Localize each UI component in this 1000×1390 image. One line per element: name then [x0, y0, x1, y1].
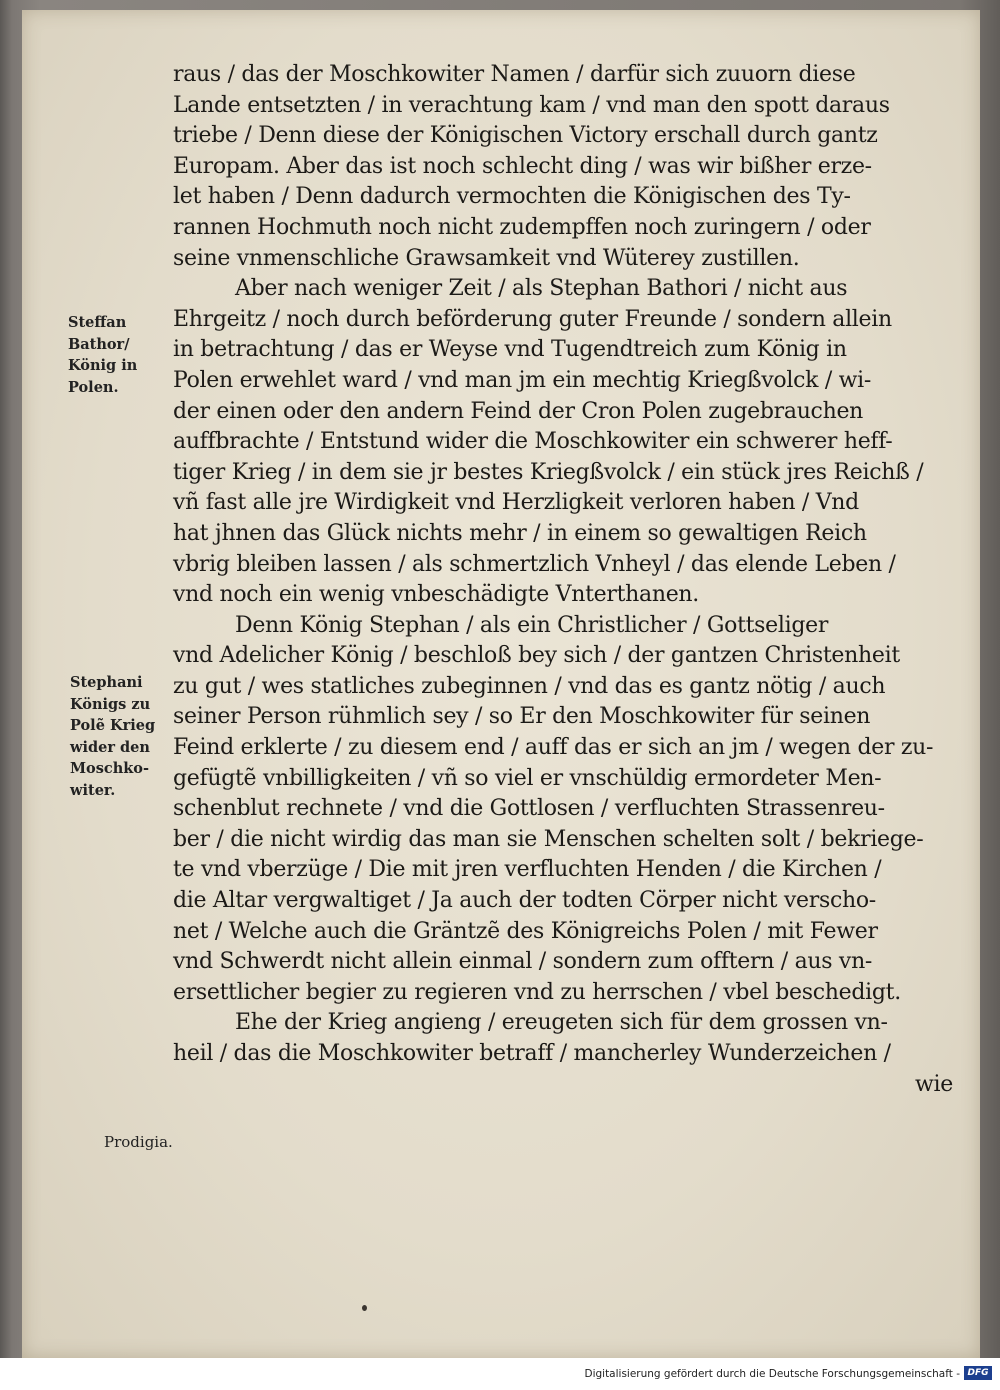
text-line: triebe / Denn diese der Königischen Victory erschall durch gantz — [173, 123, 878, 149]
text-line: heil / das die Moschkowiter betraff / mancherley Wunderzeichen / — [173, 1041, 891, 1066]
text-line: vnd Schwerdt nicht allein einmal / sondern zum offtern / aus vn- — [173, 949, 873, 975]
catchword: wie — [915, 1071, 953, 1097]
text-line: Ehe der Krieg angieng / ereugeten sich für dem grossen vn- — [235, 1010, 888, 1036]
margin-note-line: Königs zu — [70, 695, 151, 713]
margin-note-stephani-krieg — [70, 672, 155, 801]
text-line: te vnd vberzüge / Die mit jren verfluchten Henden / die Kirchen / — [173, 857, 882, 883]
text-line: vnd Adelicher König / beschloß bey sich / der gantzen Christenheit — [173, 643, 900, 669]
text-line: gefügtẽ vnbilligkeiten / vñ so viel er vnschüldig ermordeter Men- — [173, 765, 882, 791]
text-line: vbrig bleiben lassen / als schmertzlich Vnheyl / das elende Leben / — [173, 551, 896, 577]
ink-dot — [362, 1305, 367, 1311]
text-line: raus / das der Moschkowiter Namen / darfür sich zuuorn diese — [173, 62, 856, 87]
text-line: hat jhnen das Glück nichts mehr / in einem so gewaltigen Reich — [173, 520, 867, 546]
margin-note-line: Moschko- — [70, 760, 149, 777]
text-line: zu gut / wes statliches zubeginnen / vnd das es gantz nötig / auch — [173, 673, 886, 699]
text-line: tiger Krieg / in dem sie jr bestes Kriegßvolck / ein stück jres Reichß / — [173, 459, 924, 485]
footer-credit: Digitalisierung gefördert durch die Deutsche Forschungsgemeinschaft - — [584, 1368, 960, 1380]
text-line: Feind erklerte / zu diesem end / auff das er sich an jm / wegen der zu- — [173, 735, 934, 761]
text-line: die Altar vergwaltiget / Ja auch der todten Cörper nicht verscho- — [173, 888, 876, 914]
text-line: seine vnmenschliche Grawsamkeit vnd Wüterey zustillen. — [173, 245, 800, 271]
margin-note-line: Stephani — [70, 674, 143, 691]
text-line: ber / die nicht wirdig das man sie Menschen schelten solt / bekriege- — [173, 826, 924, 852]
text-line: auffbrachte / Entstund wider die Moschkowiter ein schwerer heff- — [173, 429, 893, 455]
margin-note-line: Polẽ Krieg — [70, 717, 156, 734]
text-line: seiner Person rühmlich sey / so Er den Moschkowiter für seinen — [173, 704, 871, 730]
margin-note-steffan-bathor — [68, 312, 137, 398]
text-line: let haben / Denn dadurch vermochten die Königischen des Ty- — [173, 184, 851, 210]
text-line: Aber nach weniger Zeit / als Stephan Bathori / nicht aus — [235, 276, 848, 302]
text-line: ersettlicher begier zu regieren vnd zu herrschen / vbel beschedigt. — [173, 979, 901, 1005]
margin-note-line: Steffan — [68, 314, 127, 331]
text-line: Polen erwehlet ward / vnd man jm ein mechtig Kriegßvolck / wi- — [173, 367, 872, 393]
text-line: rannen Hochmuth noch nicht zudempffen noch zuringern / oder — [173, 214, 871, 240]
margin-note-line: König in — [68, 357, 138, 374]
text-line: schenblut rechnete / vnd die Gottlosen / verfluchten Strassenreu- — [173, 796, 885, 822]
margin-note-line: Prodigia. — [104, 1133, 173, 1151]
text-line: net / Welche auch die Gräntzẽ des Königreichs Polen / mit Fewer — [173, 918, 878, 944]
margin-note-prodigia — [104, 1132, 173, 1154]
text-line: in betrachtung / das er Weyse vnd Tugendtreich zum König in — [173, 337, 847, 363]
margin-note-line: Polen. — [68, 378, 119, 396]
margin-note-line: Bathor/ — [68, 335, 130, 353]
text-line: Europam. Aber das ist noch schlecht ding / was wir bißher erze- — [173, 153, 872, 179]
margin-note-line: witer. — [70, 781, 116, 799]
text-line: Lande entsetzten / in verachtung kam / vnd man den spott daraus — [173, 92, 890, 118]
text-line: vñ fast alle jre Wirdigkeit vnd Herzligkeit verloren haben / Vnd — [173, 490, 859, 516]
text-line: vnd noch ein wenig vnbeschädigte Vnterthanen. — [173, 582, 699, 608]
dfg-logo: DFG — [964, 1366, 992, 1380]
text-line: der einen oder den andern Feind der Cron Polen zugebrauchen — [173, 398, 864, 424]
body-text — [173, 60, 953, 1100]
text-line: Ehrgeitz / noch durch beförderung guter Freunde / sondern allein — [173, 306, 892, 332]
text-line: Denn König Stephan / als ein Christlicher / Gottseliger — [235, 612, 829, 638]
margin-note-line: wider den — [70, 738, 150, 756]
